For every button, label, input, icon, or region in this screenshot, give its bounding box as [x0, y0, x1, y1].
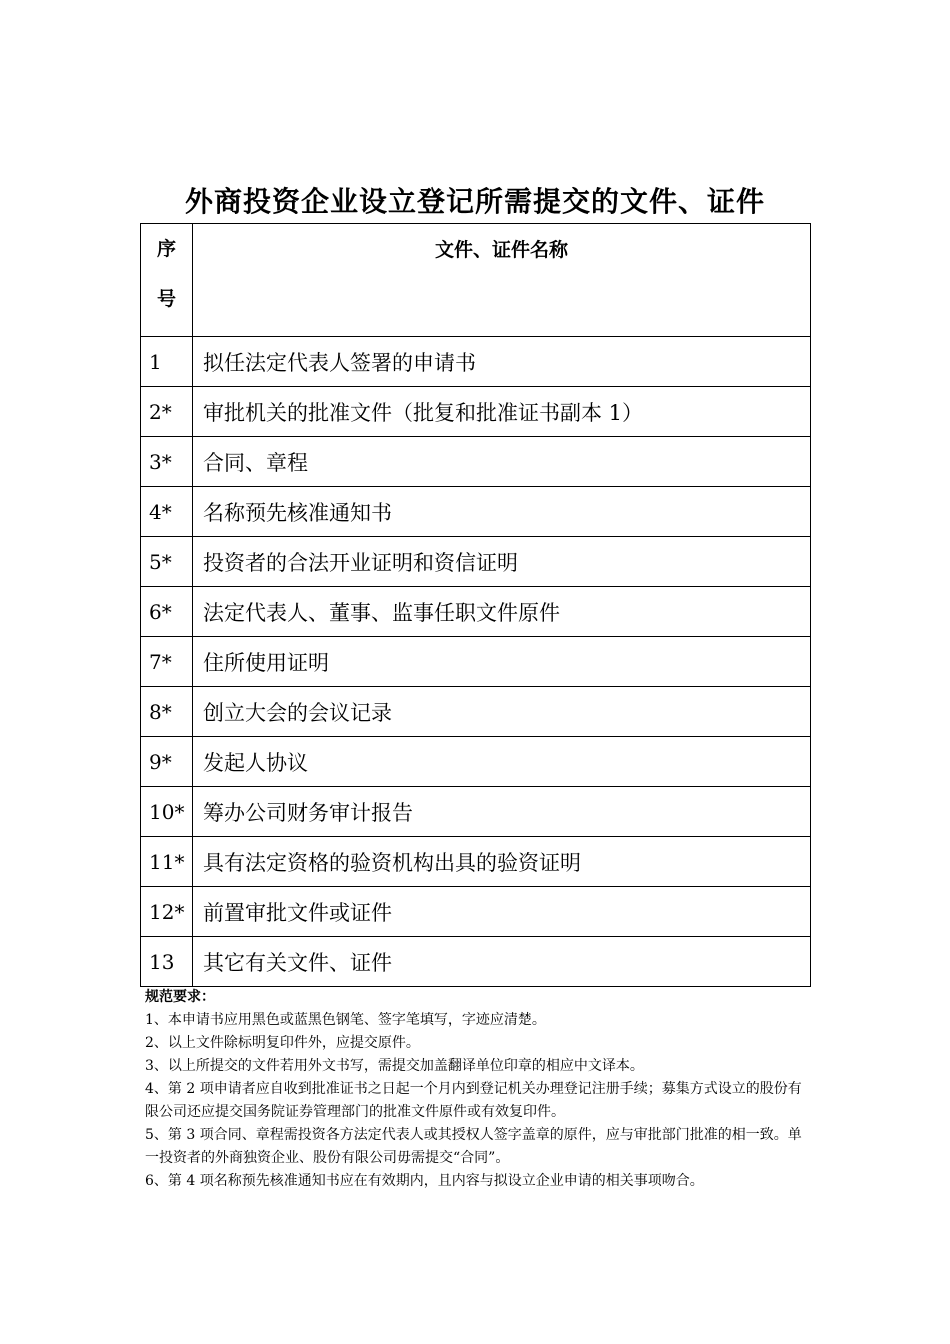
note-item: 2、以上文件除标明复印件外，应提交原件。: [145, 1035, 420, 1051]
documents-table: [140, 223, 811, 987]
requirements-notes: [145, 986, 813, 1193]
row-document-name: 投资者的合法开业证明和资信证明: [193, 537, 811, 587]
row-number: 8*: [141, 687, 193, 737]
table-row: [141, 737, 811, 787]
row-number: 5*: [141, 537, 193, 587]
table-header-row: [141, 224, 811, 337]
row-document-name: 发起人协议: [193, 737, 811, 787]
table-row: [141, 637, 811, 687]
table-row: [141, 537, 811, 587]
row-document-name: 筹办公司财务审计报告: [193, 787, 811, 837]
row-document-name: 名称预先核准通知书: [193, 487, 811, 537]
table-row: [141, 587, 811, 637]
row-number: 3*: [141, 437, 193, 487]
header-number-line2: 号: [156, 288, 176, 310]
row-number: 1: [141, 337, 193, 387]
row-document-name: 其它有关文件、证件: [193, 937, 811, 987]
table-row: [141, 487, 811, 537]
table-row: [141, 787, 811, 837]
row-number: 6*: [141, 587, 193, 637]
table-body: [141, 224, 811, 987]
row-document-name: 拟任法定代表人签署的申请书: [193, 337, 811, 387]
header-number-line1: 序: [156, 238, 176, 260]
note-item: 3、以上所提交的文件若用外文书写，需提交加盖翻译单位印章的相应中文译本。: [145, 1058, 644, 1074]
row-document-name: 具有法定资格的验资机构出具的验资证明: [193, 837, 811, 887]
row-document-name: 审批机关的批准文件（批复和批准证书副本 1）: [193, 387, 811, 437]
row-document-name: 创立大会的会议记录: [193, 687, 811, 737]
row-document-name: 法定代表人、董事、监事任职文件原件: [193, 587, 811, 637]
row-number: 9*: [141, 737, 193, 787]
table-row: [141, 387, 811, 437]
row-number: 11*: [141, 837, 193, 887]
row-number: 4*: [141, 487, 193, 537]
note-item: 5、第 3 项合同、章程需投资各方法定代表人或其授权人签字盖章的原件，应与审批部门批准的相一致。单一投资者的外商独资企业、股份有限公司毋需提交“合同”。: [145, 1127, 802, 1166]
note-item: 4、第 2 项申请者应自收到批准证书之日起一个月内到登记机关办理登记注册手续；募集方式设立的股份有限公司还应提交国务院证券管理部门的批准文件原件或有效复印件。: [145, 1081, 802, 1120]
row-number: 2*: [141, 387, 193, 437]
table-row: [141, 687, 811, 737]
row-document-name: 前置审批文件或证件: [193, 887, 811, 937]
row-number: 7*: [141, 637, 193, 687]
row-number: 13: [141, 937, 193, 987]
note-item: 1、本申请书应用黑色或蓝黑色钢笔、签字笔填写，字迹应清楚。: [145, 1012, 546, 1028]
table-row: [141, 837, 811, 887]
header-number: [141, 224, 193, 337]
header-name: 文件、证件名称: [193, 224, 811, 337]
row-document-name: 合同、章程: [193, 437, 811, 487]
row-number: 10*: [141, 787, 193, 837]
table-row: [141, 437, 811, 487]
table-row: [141, 887, 811, 937]
note-item: 6、第 4 项名称预先核准通知书应在有效期内，且内容与拟设立企业申请的相关事项吻合。: [145, 1173, 704, 1189]
table-row: [141, 337, 811, 387]
row-number: 12*: [141, 887, 193, 937]
page-title: 外商投资企业设立登记所需提交的文件、证件: [184, 185, 765, 218]
table-row: [141, 937, 811, 987]
notes-heading: 规范要求：: [145, 989, 215, 1005]
row-document-name: 住所使用证明: [193, 637, 811, 687]
